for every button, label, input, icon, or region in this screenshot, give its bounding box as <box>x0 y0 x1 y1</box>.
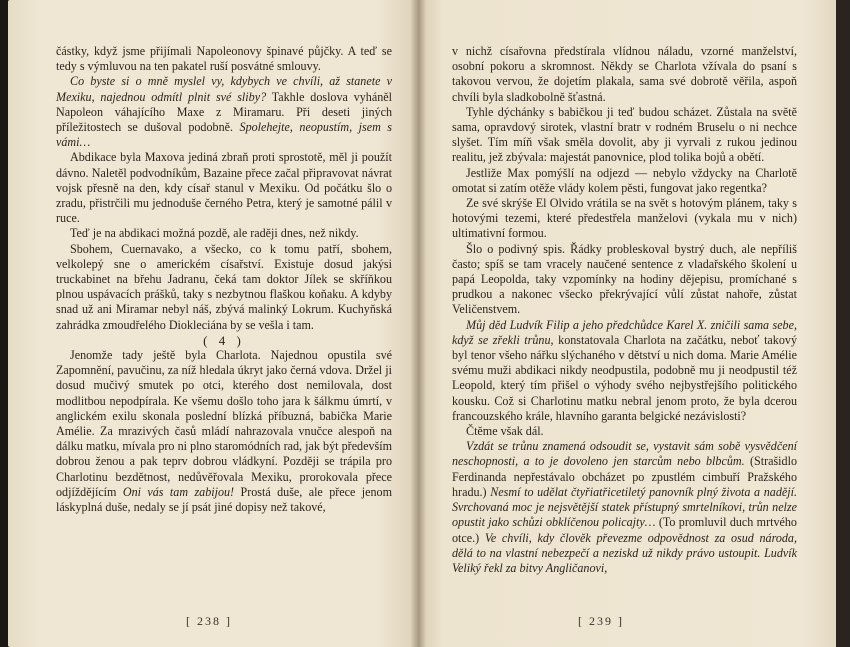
paragraph <box>56 74 392 150</box>
paragraph-text: konstatovala Charlota na začátku, neboť takový byl tenor všeho nářku slýchaného v dětství u nich doma. Marie Amélie svému muži abdikaci nikdy neodpustila, podobně mu ji neodpustil též Leopold, který tím přišel o výhody svého nejbystřejšího politického kousku. Což si Charlotinu matku nebral jenom proto, že byla dcerou francouzského krále, hlavního garanta belgické nezávislosti? <box>452 332 797 423</box>
italic-quote: Ve chvíli, kdy člověk převezme odpovědnost za osud národa, dělá to na vlastní nebezpečí a neziskd už nikdy právo ustoupit. Ludvík Veliký řekl za bitvy Angličanovi, <box>452 530 798 575</box>
paragraph: Jestliže Max pomýšlí na odjezd — nebylo vždycky na Charlotě omotat si zatím otěže vlády kolem pěsti, fungovat jako regentka? <box>452 165 797 195</box>
paragraph: Teď je na abdikaci možná pozdě, ale raději dnes, než nikdy. <box>70 226 359 241</box>
paragraph-text: Jenomže tady ještě byla Charlota. Najednou opustila své Zapomnění, pavučinu, za níž hledala úkryt jako černá vdova. Držel ji dosud mučivý smutek po otci, kterého dost nemilovala, dost modlitbou nepodpírala. Ke všemu došlo toho jara k šálkmu úmrtí, v anglickém exilu skonala poslední blízká příbuzná, babička Marie Amélie. Za mrazivých časů mládí nahrazovala vnučce alespoň na dálku matku, mívala pro ni plno staromódních rad, jak být především dobrou ženou a pak teprv dobrou vládkyní. Později se trápila pro Charlotinu bezdětnost, nedůvěřovala Mexiku, prorokovala přece odjíždějícím <box>56 348 392 499</box>
paragraph-text: (To promluvil duch mrtvého otce.) <box>452 515 797 545</box>
right-page <box>418 0 836 647</box>
chapter-number: ( 4 ) <box>203 332 245 348</box>
paragraph <box>452 439 797 576</box>
paragraph: Abdikace byla Maxova jediná zbraň proti sprostotě, měl ji použít dávno. Naletěl podvodníkům, Bazaine přece začal připravovat návrat vojsk přesně na den, kdy císař stanul v Mexiku. Od počátku šlo o zradu, přistrčili mu jednoduše černého Petra, který je samotné pálil v ruce. <box>56 150 392 226</box>
paragraph: Šlo o podivný spis. Řádky probleskoval bystrý duch, ale nepříliš často; spíš se tam vracely naučené sentence z vladařského školení u papá Leopolda, taky vzpomínky na hodiny dějepisu, promíchané s prudkou a nakonec všecko překrývající vůlí zůstat nahoře, zůstat Veličenstvem. <box>452 241 797 317</box>
paragraph <box>56 348 392 515</box>
book-gutter <box>410 0 426 647</box>
italic-quote: Co byste si o mně myslel vy, kdybych ve chvíli, až stanete v Mexiku, najednou odmítl plnit své sliby? <box>56 74 392 104</box>
paragraph-text: Prostá duše, ale přece jenom láskyplná duše, nedaly se jí psát jiné dopisy než takové, <box>56 484 392 515</box>
italic-quote: Spolehejte, neopustím, jsem s vámi… <box>56 120 393 150</box>
paragraph-text: Takhle doslova vyháněl Napoleon váhajícího Maxe z Miramaru. Při deseti jiných příležitostech se dušoval podobně. <box>56 89 392 135</box>
paragraph <box>452 318 797 424</box>
page-number: [ 239 ] <box>578 614 624 628</box>
italic-quote: Nesmí to udělat čtyřiatřicetiletý panovník plný života a nadějí. Svrchovaná moc je nejsvětější statek přístupný smrtelníkovi, trůn nelze opustit jako schůzi obklíčenou policajty… <box>452 484 797 530</box>
paragraph: Sbohem, Cuernavako, a všecko, co k tomu patří, sbohem, velkolepý sne o americkém císařství. Existuje dosud jakýsi truckabinet na břehu Jadranu, čeká tam doktor Jílek se skříňkou plnou uspávacích prášků, taky s nezbytnou flaškou koňaku. A kdyby snad už ani Miramar nebyl náš, zbývá malinký Lokrum. Kuchyňská zahrádka zmoudřelého Diokleciána by se vešla i tam. <box>56 241 392 332</box>
italic-quote: Vzdát se trůnu znamená odsoudit se, vystavit sám sobě vysvědčení neschopnosti, a to je dovoleno jen starcům nebo blbcům. <box>452 439 797 469</box>
paragraph-text: (Strašidlo Ferdinanda nepřestávalo obcházet po zpustlém cimbuří Pražského hradu.) <box>452 454 797 499</box>
paragraph: Ze své skrýše El Olvido vrátila se na svět s hotovým plánem, taky s hotovými tezemi, které předestřela manželovi (vykala mu v nich) ultimativní formou. <box>452 196 797 241</box>
italic-quote: Můj děd Ludvík Filip a jeho předchůdce Karel X. zničili sama sebe, když se zřekli trůnu, <box>452 317 797 347</box>
page-edge <box>836 0 850 647</box>
right-page-text <box>452 44 797 576</box>
page-number: [ 238 ] <box>186 614 232 628</box>
paragraph: částky, když jsme přijímali Napoleonovy špinavé půjčky. A teď se tedy s výmluvou na ten pakatel ruší posvátné smlouvy. <box>56 44 392 74</box>
left-page <box>8 0 418 647</box>
paragraph: Čtěme však dál. <box>466 424 544 439</box>
left-page-text <box>56 44 392 515</box>
paragraph: v nichž císařovna předstírala vlídnou náladu, vzorné manželství, osobní pokoru a skromnost. Někdy se Charlota vžívala do psaní s takovou vervou, že dojetím plakala, sama své dobrotě věřila, aspoň chvíli byla sladkobolně šťastná. <box>452 44 797 104</box>
paragraph: Tyhle dýchánky s babičkou ji teď budou scházet. Zůstala na světě sama, opravdový sirotek, vlastní bratr v rodném Bruselu o ni nechce slyšet. Tím míň však směla dovolit, aby ji vyrvali z rukou jedinou realitu, jež zbývala: majestát panovnice, plod tolika bojů a obětí. <box>452 104 797 165</box>
italic-quote: Oni vás tam zabijou! <box>122 484 235 499</box>
